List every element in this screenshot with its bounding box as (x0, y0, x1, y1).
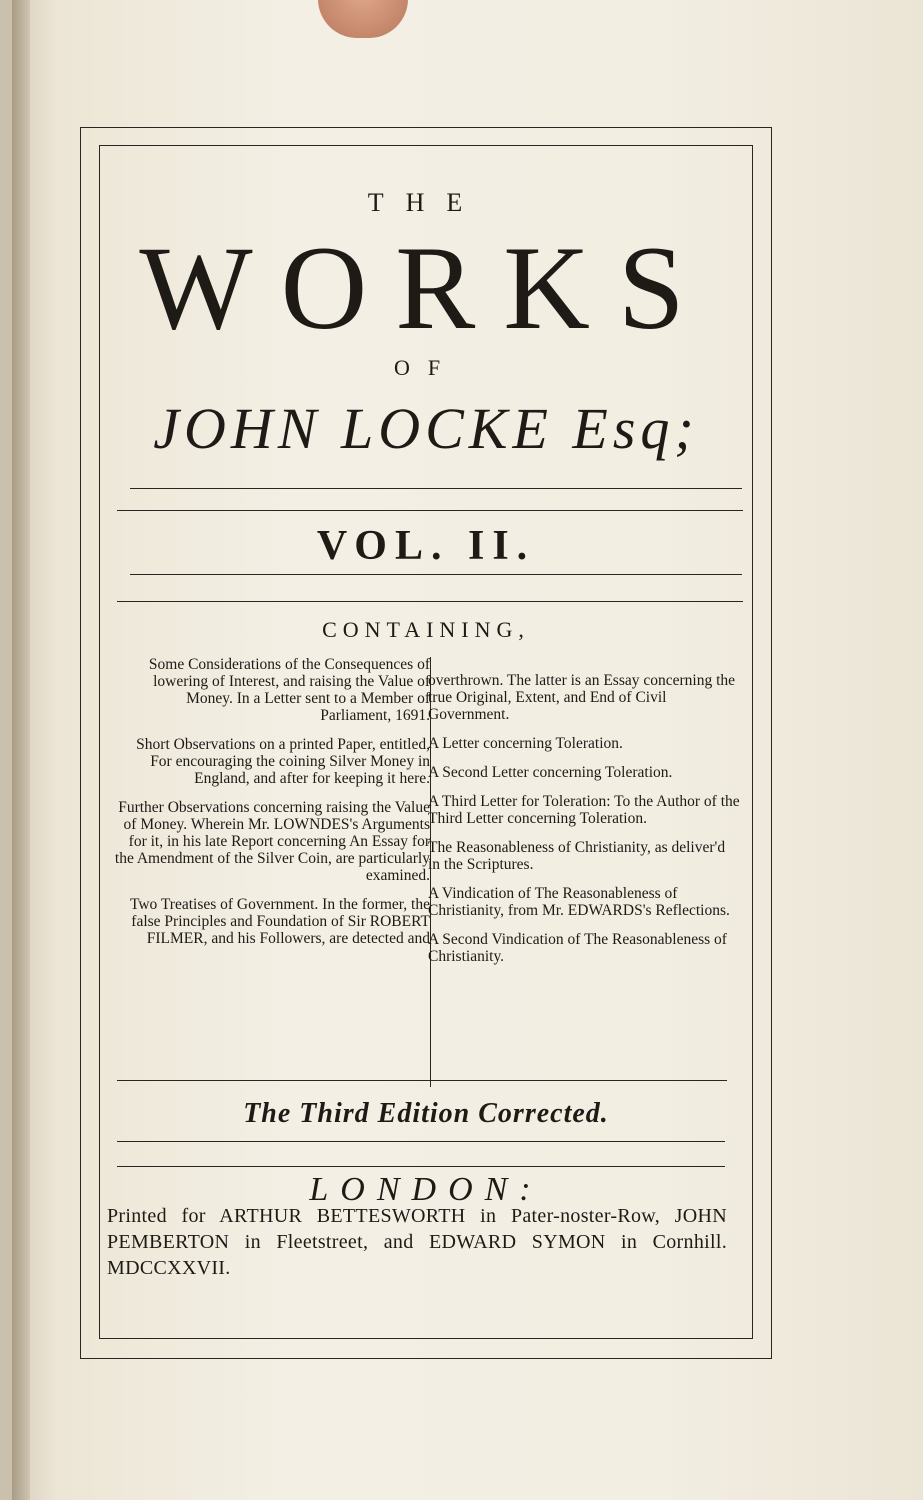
contents-item: A Third Letter for Toleration: To the Author of the Third Letter concerning Toleration. (428, 793, 740, 827)
contents-item: Some Considerations of the Consequences of lowering of Interest, and raising the Value of Money. In a Letter sent to a Member of Parliament, 1691. (148, 656, 430, 724)
contents-item: A Vindication of The Reasonableness of Christianity, from Mr. EDWARDS's Reflections. (428, 885, 730, 919)
rule-below-volume (130, 574, 742, 575)
rule-above-volume-2 (117, 510, 743, 511)
contents-item: Further Observations concerning raising the Value of Money. Wherein Mr. LOWNDES's Arguments for it, in his late Report concerning An Essay for the Amendment of the Silver Coin, are particularly examined. (114, 799, 430, 884)
title-works: WORKS (139, 221, 713, 354)
rule-below-edition-2 (117, 1166, 725, 1167)
title-the: THE (367, 188, 485, 217)
contents-left-column (114, 656, 430, 959)
rule-above-edition (117, 1080, 727, 1081)
contents-item: Short Observations on a printed Paper, entitled, For encouraging the coining Silver Money in England, and after for keeping it here. (136, 736, 430, 787)
contents-item: A Letter concerning Toleration. (428, 735, 623, 752)
imprint-place: LONDON: (309, 1171, 543, 1208)
rule-above-volume (130, 488, 742, 489)
rule-below-edition (117, 1141, 725, 1142)
edition-statement: The Third Edition Corrected. (243, 1098, 609, 1129)
contents-item: A Second Letter concerning Toleration. (428, 764, 673, 781)
contents-right-column (428, 672, 740, 977)
contents-item: The Reasonableness of Christianity, as deliver'd in the Scriptures. (428, 839, 726, 873)
title-of: OF (393, 355, 459, 380)
author-name: JOHN LOCKE Esq; (153, 396, 699, 461)
contents-item: overthrown. The latter is an Essay concerning the true Original, Extent, and End of Civil Government. (428, 672, 736, 723)
contents-item: Two Treatises of Government. In the former, the false Principles and Foundation of Sir ROBERT FILMER, and his Followers, are detected and (129, 896, 430, 947)
contents-item: A Second Vindication of The Reasonableness of Christianity. (428, 931, 727, 965)
page-gutter (12, 0, 30, 1500)
rule-below-volume-2 (117, 601, 743, 602)
imprint-text: Printed for ARTHUR BETTESWORTH in Pater-noster-Row, JOHN PEMBERTON in Fleetstreet, and EDWARD SYMON in Cornhill. MDCCXXVII. (107, 1205, 727, 1279)
containing-heading: CONTAINING, (322, 617, 530, 642)
volume-number: VOL. II. (316, 523, 536, 569)
